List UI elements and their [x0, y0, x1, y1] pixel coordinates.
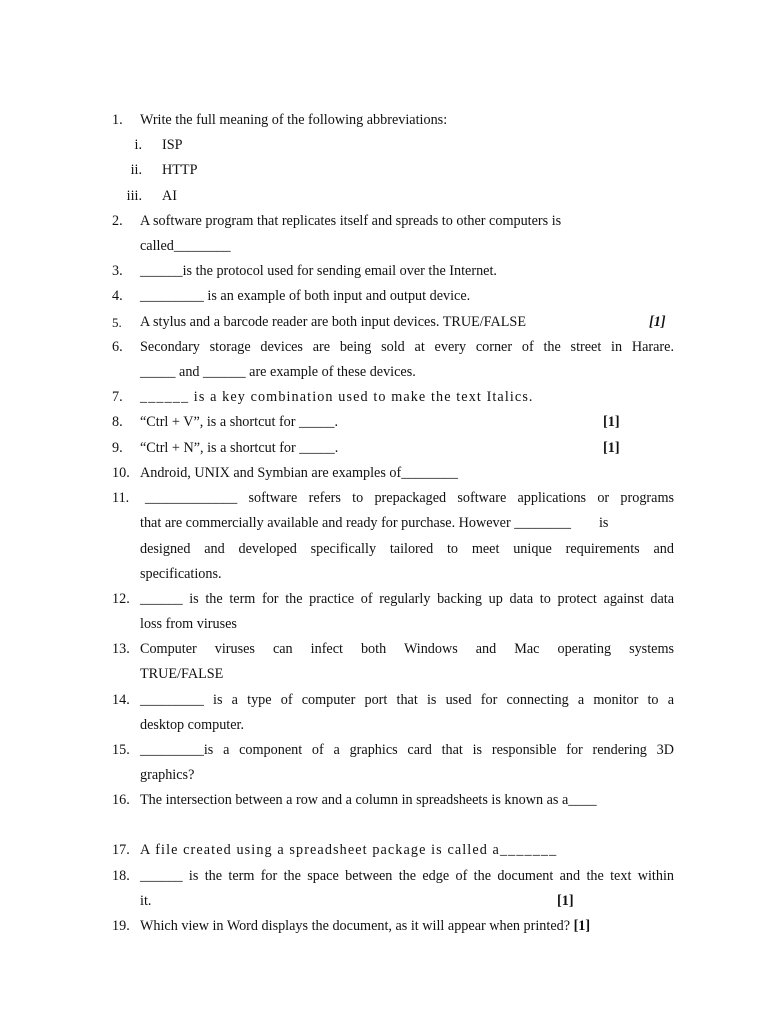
question-text-continued: graphics? — [140, 767, 195, 783]
question-text: ______ is the term for the space between the edge of the document and the text within — [140, 868, 674, 884]
question-text: Write the full meaning of the following abbreviations: — [140, 112, 448, 128]
mark-allocation: [1] — [573, 918, 591, 934]
question-text-continued: TRUE/FALSE — [140, 666, 224, 682]
question-text-continued: _____ and ______ are example of these devices. — [140, 364, 416, 380]
mark-allocation: [1] — [649, 314, 666, 330]
mark-allocation: [1] — [603, 440, 620, 456]
question-text-continued: designed and developed specifically tailored to meet unique requirements and — [140, 541, 674, 557]
question-number: 8. — [112, 414, 123, 430]
abbreviation-text: ISP — [162, 137, 183, 153]
question-text-part: is — [598, 515, 609, 531]
question-number: 10. — [112, 465, 130, 481]
question-number: 5. — [112, 315, 122, 330]
question-number: 6. — [112, 339, 123, 355]
question-text: ______is the protocol used for sending email over the Internet. — [140, 263, 497, 279]
question-number: 14. — [112, 692, 130, 708]
question-text: _________ is an example of both input and output device. — [140, 288, 471, 304]
question-text-continued: desktop computer. — [140, 717, 245, 733]
question-text: “Ctrl + V”, is a shortcut for _____. — [140, 414, 339, 430]
question-text: Secondary storage devices are being sold at every corner of the street in Harare. — [140, 339, 674, 355]
question-text: _____________ software refers to prepackaged software applications or programs — [145, 490, 674, 506]
question-text: ______ is the term for the practice of regularly backing up data to protect against data — [140, 591, 674, 607]
question-text-part: that are commercially available and ready for purchase. However ________ — [140, 515, 571, 531]
question-text: _________ is a type of computer port that is used for connecting a monitor to a — [140, 692, 674, 708]
question-text: A file created using a spreadsheet package is called a_______ — [140, 842, 558, 858]
mark-allocation: [1] — [603, 414, 620, 430]
roman-numeral: iii. — [126, 188, 142, 204]
question-text: The intersection between a row and a column in spreadsheets is known as a____ — [140, 792, 597, 808]
question-number: 15. — [112, 742, 130, 758]
abbreviation-text: AI — [162, 188, 177, 204]
question-text-continued: called________ — [140, 238, 231, 254]
abbreviation-text: HTTP — [162, 162, 198, 178]
question-text: Android, UNIX and Symbian are examples of________ — [140, 465, 458, 481]
question-text-continued: specifications. — [140, 566, 222, 582]
question-text: “Ctrl + N”, is a shortcut for _____. — [140, 440, 339, 456]
question-text: A software program that replicates itself and spreads to other computers is — [140, 213, 562, 229]
question-number: 17. — [112, 842, 130, 858]
question-text: _________is a component of a graphics card that is responsible for rendering 3D — [140, 742, 674, 758]
roman-numeral: i. — [134, 137, 142, 153]
question-number: 9. — [112, 440, 123, 456]
question-number: 4. — [112, 288, 123, 304]
question-text — [140, 914, 674, 939]
question-text: ______ is a key combination used to make the text Italics. — [140, 389, 534, 405]
roman-numeral: ii. — [130, 162, 142, 178]
question-number: 12. — [112, 591, 130, 607]
question-text-part: Which view in Word displays the document, as it will appear when printed? — [140, 918, 571, 934]
question-number: 3. — [112, 263, 123, 279]
question-text-continued: loss from viruses — [140, 616, 237, 632]
question-text: Computer viruses can infect both Windows and Mac operating systems — [140, 641, 674, 657]
question-number: 7. — [112, 389, 123, 405]
question-number: 16. — [112, 792, 130, 808]
question-number: 19. — [112, 918, 130, 934]
question-number: 1. — [112, 112, 123, 128]
question-number: 18. — [112, 868, 130, 884]
mark-allocation: [1] — [557, 893, 574, 909]
question-text-continued: it. — [140, 893, 152, 909]
question-text: A stylus and a barcode reader are both input devices. TRUE/FALSE — [140, 314, 526, 330]
question-number: 11. — [112, 490, 130, 506]
question-number: 13. — [112, 641, 130, 657]
question-text-continued — [140, 511, 674, 536]
question-number: 2. — [112, 213, 123, 229]
